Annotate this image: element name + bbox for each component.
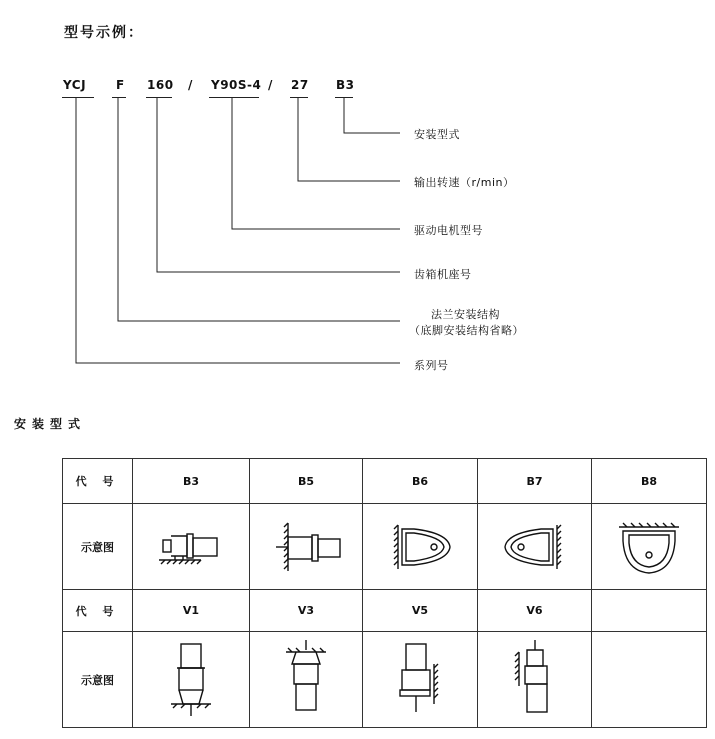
section-title: 安装型式 (14, 417, 87, 431)
diagram-cell (363, 632, 478, 728)
code-flange: F (116, 78, 125, 92)
diagram-header: 示意图 (63, 632, 133, 728)
label-mount-type: 安装型式 (414, 128, 460, 141)
code-header: 代 号 (63, 590, 133, 632)
code-cell: V6 (478, 590, 592, 632)
code-frame: 160 (147, 78, 174, 92)
label-flange: 法兰安装结构 (431, 308, 500, 321)
diagram-cell (478, 632, 592, 728)
code-cell: B5 (250, 459, 363, 504)
mount-v3-icon (266, 638, 346, 722)
code-slash-2: / (268, 78, 273, 92)
mount-b8-icon (609, 517, 689, 577)
mount-v1-icon (151, 638, 231, 722)
code-motor: Y90S-4 (211, 78, 262, 92)
code-cell (592, 590, 707, 632)
code-cell: B7 (478, 459, 592, 504)
mounting-table (62, 458, 707, 728)
diagram-cell (133, 504, 250, 590)
code-header: 代 号 (63, 459, 133, 504)
code-cell: V1 (133, 590, 250, 632)
mount-b7-icon (495, 519, 575, 575)
code-cell: V5 (363, 590, 478, 632)
mount-v5-icon (380, 638, 460, 722)
diagram-cell (478, 504, 592, 590)
mount-b6-icon (380, 519, 460, 575)
mount-b3-icon (151, 522, 231, 572)
label-output-speed: 输出转速（r/min） (414, 176, 515, 189)
label-series: 系列号 (414, 359, 449, 372)
example-title: 型号示例： (64, 25, 144, 41)
code-cell: V3 (250, 590, 363, 632)
mount-v6-icon (495, 638, 575, 722)
table-row (63, 590, 707, 632)
diagram-cell (250, 504, 363, 590)
code-speed: 27 (291, 78, 309, 92)
code-cell: B8 (592, 459, 707, 504)
code-series: YCJ (63, 78, 87, 92)
code-cell: B6 (363, 459, 478, 504)
table-row (63, 459, 707, 504)
code-slash-1: / (188, 78, 193, 92)
diagram-header: 示意图 (63, 504, 133, 590)
mount-b5-icon (266, 519, 346, 575)
code-cell: B3 (133, 459, 250, 504)
diagram-cell (592, 504, 707, 590)
code-mount: B3 (336, 78, 355, 92)
label-gear-frame: 齿箱机座号 (414, 268, 472, 281)
diagram-cell (250, 632, 363, 728)
diagram-cell (133, 632, 250, 728)
label-drive-motor: 驱动电机型号 (414, 224, 483, 237)
label-flange-note: （底脚安装结构省略） (409, 324, 524, 337)
table-row (63, 632, 707, 728)
empty-cell (592, 632, 707, 728)
diagram-cell (363, 504, 478, 590)
table-row (63, 504, 707, 590)
